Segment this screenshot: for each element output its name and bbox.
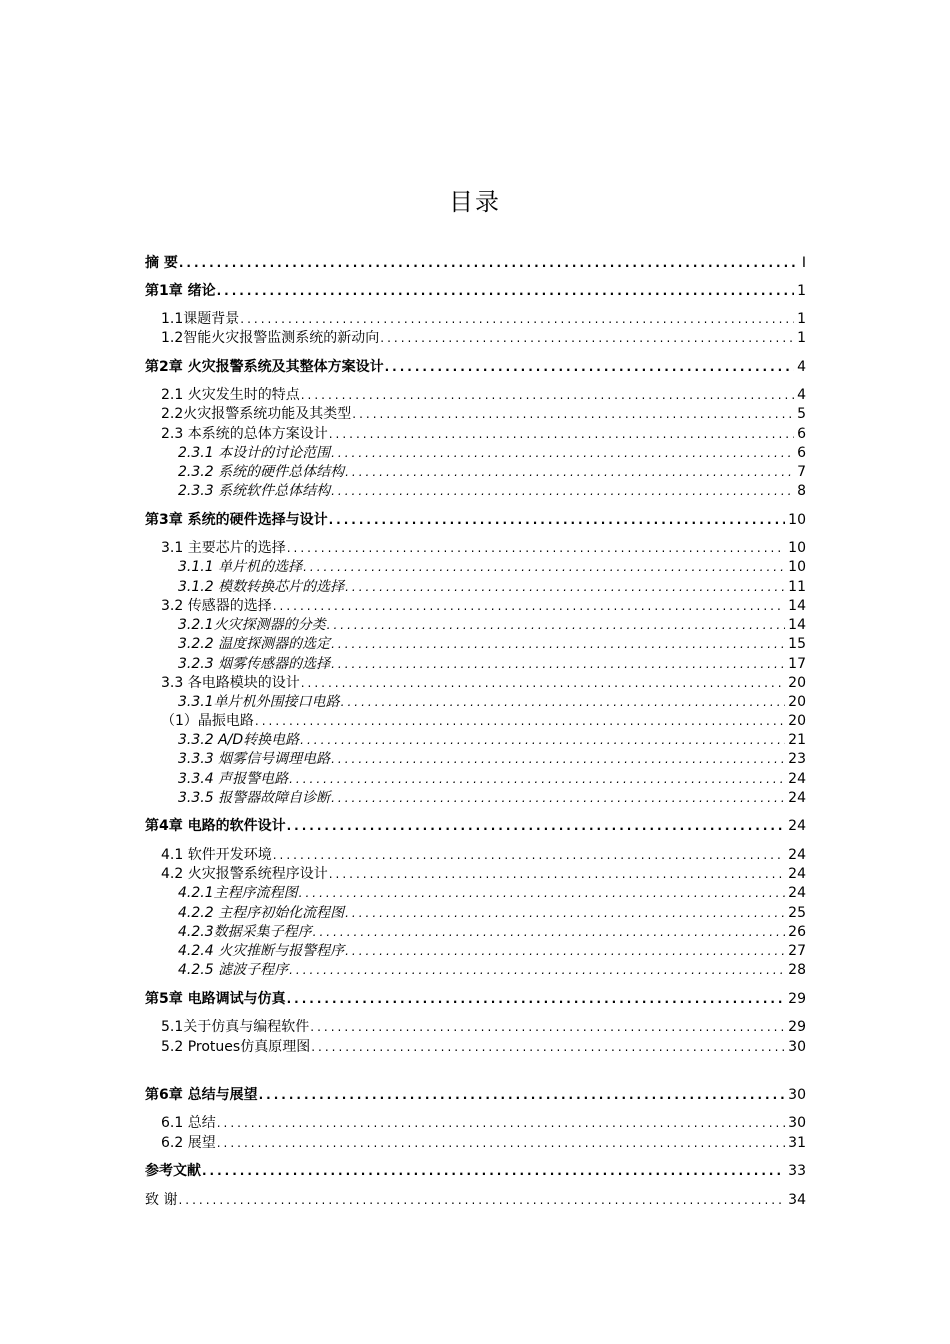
toc-leader-dots — [217, 1113, 785, 1133]
toc-page-number: 6 — [797, 426, 806, 442]
toc-entry-label: 3.3 各电路模块的设计 — [161, 675, 300, 691]
toc-page-number: 14 — [788, 617, 806, 633]
toc-entry-label: 6.1 总结 — [161, 1115, 216, 1131]
toc-entry[interactable] — [161, 424, 806, 444]
toc-entry[interactable] — [178, 462, 806, 482]
toc-page-number: 5 — [797, 406, 806, 422]
toc-leader-dots — [202, 1161, 785, 1181]
toc-entry[interactable] — [178, 557, 806, 577]
toc-leader-dots — [273, 845, 785, 865]
toc-entry-label: （1）晶振电路 — [161, 713, 254, 729]
toc-page-number: 30 — [788, 1087, 806, 1103]
toc-leader-dots — [287, 538, 785, 558]
toc-page-number: 7 — [797, 464, 806, 480]
toc-leader-dots — [331, 634, 785, 654]
toc-leader-dots — [217, 281, 794, 301]
toc-entry[interactable] — [161, 673, 806, 693]
toc-leader-dots — [345, 577, 785, 597]
toc-page-number: 8 — [797, 483, 806, 499]
toc-entry-label: 第3章 系统的硬件选择与设计 — [145, 512, 328, 528]
toc-entry-label: 4.2.2 主程序初始化流程图 — [178, 905, 345, 921]
toc-leader-dots — [331, 788, 785, 808]
toc-entry-label: 第6章 总结与展望 — [145, 1087, 258, 1103]
toc-leader-dots — [329, 510, 786, 530]
toc-entry-label: 2.3.3 系统软件总体结构 — [178, 483, 331, 499]
toc-entry[interactable] — [145, 281, 806, 301]
toc-entry[interactable] — [145, 1190, 806, 1210]
toc-entry[interactable] — [161, 538, 806, 558]
toc-leader-dots — [301, 385, 794, 405]
toc-page-number: 30 — [788, 1115, 806, 1131]
toc-entry[interactable] — [145, 510, 806, 530]
toc-entry-label: 3.3.1单片机外围接口电路 — [178, 694, 340, 710]
toc-leader-dots — [311, 1037, 785, 1057]
toc-entry-label: 2.3 本系统的总体方案设计 — [161, 426, 328, 442]
toc-leader-dots — [255, 711, 785, 731]
toc-entry-label: 2.2火灾报警系统功能及其类型 — [161, 406, 352, 422]
toc-entry[interactable] — [178, 481, 806, 501]
page-title: 目录 — [449, 188, 501, 216]
toc-page-number: 29 — [788, 1019, 806, 1035]
toc-page-number: 15 — [788, 636, 806, 652]
toc-leader-dots — [331, 443, 794, 463]
toc-entry[interactable] — [178, 443, 806, 463]
toc-page-number: 20 — [788, 675, 806, 691]
toc-page-number: 28 — [788, 962, 806, 978]
toc-entry-label: 3.3.2 A/D转换电路 — [178, 732, 300, 748]
toc-entry-label: 第2章 火灾报警系统及其整体方案设计 — [145, 359, 384, 375]
toc-entry[interactable] — [178, 654, 806, 674]
toc-page-number: 21 — [788, 732, 806, 748]
toc-entry-label: 4.2.4 火灾推断与报警程序 — [178, 943, 345, 959]
toc-page-number: 20 — [788, 694, 806, 710]
toc-entry-label: 3.1 主要芯片的选择 — [161, 540, 286, 556]
toc-leader-dots — [331, 654, 785, 674]
toc-entry-label: 2.3.2 系统的硬件总体结构 — [178, 464, 345, 480]
toc-entry-label: 6.2 展望 — [161, 1135, 216, 1151]
toc-entry[interactable] — [161, 711, 806, 731]
toc-page-number: 24 — [788, 790, 806, 806]
toc-page-number: 23 — [788, 751, 806, 767]
toc-page-number: 27 — [788, 943, 806, 959]
toc-page-number: 24 — [788, 818, 806, 834]
toc-page-number: 1 — [797, 330, 806, 346]
toc-entry[interactable] — [161, 596, 806, 616]
toc-leader-dots — [301, 673, 785, 693]
toc-page-number: 30 — [788, 1039, 806, 1055]
toc-leader-dots — [303, 557, 785, 577]
toc-entry[interactable] — [178, 692, 806, 712]
toc-leader-dots — [329, 864, 785, 884]
toc-entry-label: 5.1关于仿真与编程软件 — [161, 1019, 310, 1035]
toc-entry-label: 3.2.3 烟雾传感器的选择 — [178, 656, 331, 672]
toc-entry-label: 3.3.3 烟雾信号调理电路 — [178, 751, 331, 767]
toc-entry-label: 第4章 电路的软件设计 — [145, 818, 286, 834]
toc-page-number: 10 — [788, 559, 806, 575]
toc-page-number: 26 — [788, 924, 806, 940]
toc-entry[interactable] — [145, 1161, 806, 1181]
toc-entry-label: 2.1 火灾发生时的特点 — [161, 387, 300, 403]
toc-entry[interactable] — [145, 357, 806, 377]
toc-entry[interactable] — [178, 634, 806, 654]
toc-entry[interactable] — [161, 309, 806, 329]
toc-entry[interactable] — [145, 989, 806, 1009]
toc-page-number: 34 — [788, 1192, 806, 1208]
toc-entry-label: 第5章 电路调试与仿真 — [145, 991, 286, 1007]
toc-entry-label: 4.1 软件开发环境 — [161, 847, 272, 863]
toc-entry[interactable] — [178, 960, 806, 980]
toc-entry-label: 5.2 Protues仿真原理图 — [161, 1039, 311, 1055]
toc-entry[interactable] — [178, 577, 806, 597]
toc-leader-dots — [178, 1190, 785, 1210]
toc-entry[interactable] — [178, 941, 806, 961]
toc-entry-label: 3.3.4 声报警电路 — [178, 771, 289, 787]
toc-entry-label: 3.2.2 温度探测器的选定 — [178, 636, 331, 652]
toc-entry[interactable] — [161, 328, 806, 348]
toc-entry-label: 2.3.1 本设计的讨论范围 — [178, 445, 331, 461]
toc-leader-dots — [331, 749, 785, 769]
toc-page-number: 31 — [788, 1135, 806, 1151]
toc-entry-label: 3.1.1 单片机的选择 — [178, 559, 303, 575]
toc-page-number: 1 — [797, 311, 806, 327]
toc-leader-dots — [299, 883, 786, 903]
toc-page-number: 4 — [797, 359, 806, 375]
toc-entry-label: 3.3.5 报警器故障自诊断 — [178, 790, 331, 806]
toc-entry[interactable] — [178, 903, 806, 923]
toc-page-number: 10 — [788, 540, 806, 556]
toc-page-number: I — [801, 255, 806, 271]
toc-leader-dots — [329, 424, 794, 444]
toc-page-number: 24 — [788, 866, 806, 882]
toc-entry[interactable] — [178, 883, 806, 903]
toc-page-number: 25 — [788, 905, 806, 921]
toc-leader-dots — [289, 769, 785, 789]
toc-entry-label: 致 谢 — [145, 1192, 178, 1208]
toc-page-number: 17 — [788, 656, 806, 672]
toc-leader-dots — [313, 922, 786, 942]
toc-leader-dots — [327, 615, 786, 635]
toc-entry[interactable] — [161, 864, 806, 884]
toc-entry-label: 4.2.3数据采集子程序 — [178, 924, 312, 940]
toc-entry[interactable] — [145, 1085, 806, 1105]
toc-leader-dots — [259, 1085, 786, 1105]
toc-entry-label: 3.1.2 模数转换芯片的选择 — [178, 579, 345, 595]
toc-entry[interactable] — [178, 769, 806, 789]
toc-page-number: 24 — [788, 885, 806, 901]
toc-entry[interactable] — [161, 845, 806, 865]
toc-leader-dots — [345, 941, 785, 961]
toc-entry[interactable] — [178, 788, 806, 808]
toc-leader-dots — [345, 903, 785, 923]
toc-leader-dots — [300, 730, 785, 750]
toc-entry[interactable] — [161, 1113, 806, 1133]
toc-leader-dots — [331, 481, 794, 501]
toc-page-number: 24 — [788, 771, 806, 787]
toc-page-number: 11 — [788, 579, 806, 595]
toc-entry-label: 1.2智能火灾报警监测系统的新动向 — [161, 330, 380, 346]
toc-entry[interactable] — [161, 1017, 806, 1037]
toc-leader-dots — [240, 309, 794, 329]
toc-page-number: 29 — [788, 991, 806, 1007]
toc-entry-label: 参考文献 — [145, 1163, 201, 1179]
toc-leader-dots — [179, 253, 799, 273]
toc-leader-dots — [345, 462, 794, 482]
toc-page-number: 4 — [797, 387, 806, 403]
toc-entry[interactable] — [161, 385, 806, 405]
toc-entry-label: 4.2.5 滤波子程序 — [178, 962, 289, 978]
toc-leader-dots — [289, 960, 785, 980]
toc-entry-label: 4.2 火灾报警系统程序设计 — [161, 866, 328, 882]
toc-leader-dots — [341, 692, 786, 712]
toc-page-number: 1 — [797, 283, 806, 299]
toc-entry-label: 3.2.1火灾探测器的分类 — [178, 617, 326, 633]
toc-leader-dots — [273, 596, 785, 616]
toc-leader-dots — [287, 989, 786, 1009]
toc-page-number: 6 — [797, 445, 806, 461]
toc-leader-dots — [352, 404, 794, 424]
toc-entry-label: 3.2 传感器的选择 — [161, 598, 272, 614]
toc-entry[interactable] — [178, 615, 806, 635]
toc-leader-dots — [380, 328, 794, 348]
toc-entry-label: 1.1课题背景 — [161, 311, 240, 327]
toc-entry[interactable] — [161, 1037, 806, 1057]
toc-leader-dots — [385, 357, 794, 377]
toc-entry[interactable] — [161, 1133, 806, 1153]
toc-page-number: 24 — [788, 847, 806, 863]
toc-page-number: 33 — [788, 1163, 806, 1179]
toc-entry[interactable] — [145, 253, 806, 273]
toc-entry[interactable] — [161, 404, 806, 424]
toc-leader-dots — [310, 1017, 785, 1037]
toc-entry[interactable] — [145, 816, 806, 836]
toc-entry-label: 4.2.1主程序流程图 — [178, 885, 298, 901]
toc-leader-dots — [217, 1133, 785, 1153]
toc-entry-label: 第1章 绪论 — [145, 283, 216, 299]
toc-entry[interactable] — [178, 922, 806, 942]
toc-entry[interactable] — [178, 730, 806, 750]
toc-page-number: 10 — [788, 512, 806, 528]
toc-entry[interactable] — [178, 749, 806, 769]
toc-leader-dots — [287, 816, 786, 836]
toc-page-number: 14 — [788, 598, 806, 614]
toc-entry-label: 摘 要 — [145, 255, 178, 271]
toc-page-number: 20 — [788, 713, 806, 729]
